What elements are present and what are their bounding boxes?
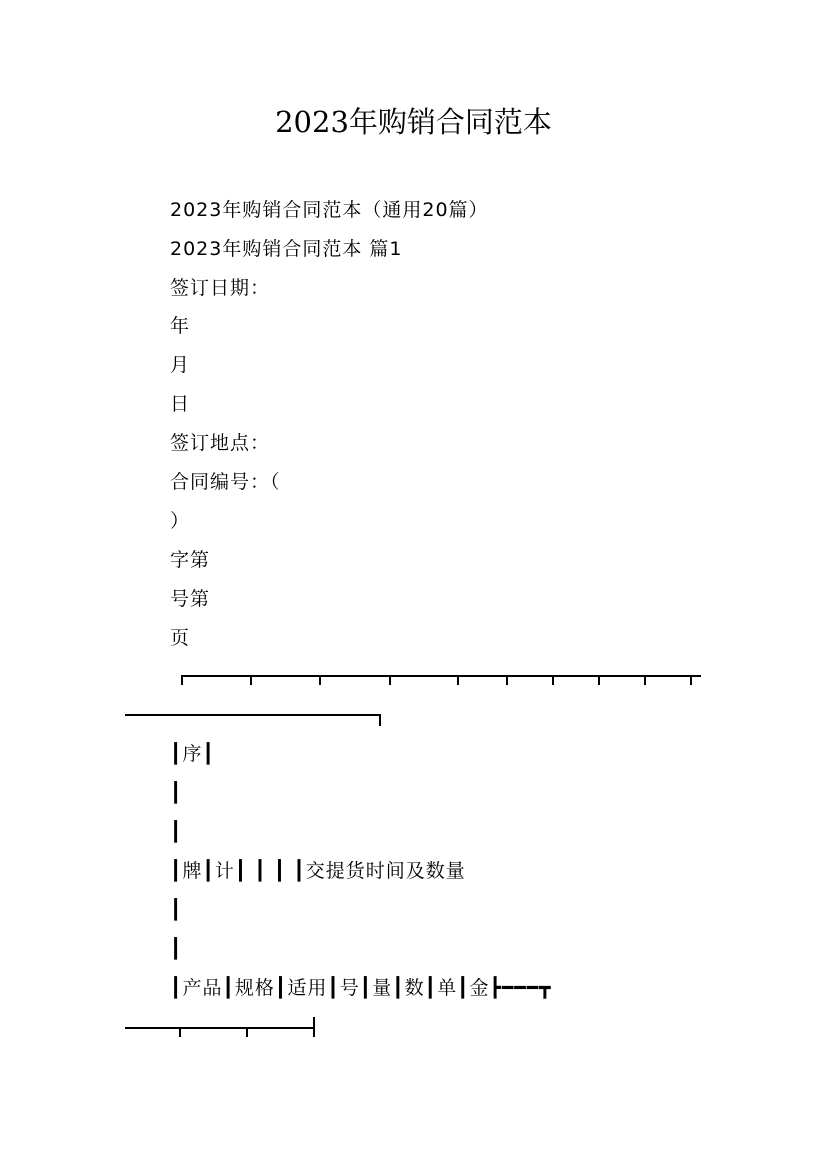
- table-row-blank: ┃: [170, 782, 183, 804]
- contract-number-label: 合同编号：（: [170, 471, 281, 493]
- character-label: 字第: [170, 549, 211, 571]
- table-row-sequence: ┃序┃: [170, 743, 215, 765]
- page-label: 页: [170, 627, 191, 649]
- table-row-blank: ┃: [170, 938, 183, 960]
- table-row-headers: ┃产品┃规格┃适用┃号┃量┃数┃单┃金┣━━━┳: [170, 977, 552, 999]
- day-label: 日: [170, 393, 191, 415]
- table-row-blank: ┃: [170, 899, 183, 921]
- document-title: 2023年购销合同范本: [275, 105, 552, 139]
- table-row-brand: ┃牌┃计┃ ┃ ┃ ┃交提货时间及数量: [170, 860, 466, 882]
- month-label: 月: [170, 354, 191, 376]
- number-label: 号第: [170, 588, 211, 610]
- contract-subtitle: 2023年购销合同范本（通用20篇）: [170, 199, 489, 221]
- contract-number-close: ）: [170, 510, 191, 532]
- year-label: 年: [170, 315, 191, 337]
- signing-place-label: 签订地点：: [170, 432, 271, 454]
- contract-part-heading: 2023年购销合同范本 篇1: [170, 238, 403, 260]
- table-row-blank: ┃: [170, 821, 183, 843]
- signing-date-label: 签订日期：: [170, 277, 271, 299]
